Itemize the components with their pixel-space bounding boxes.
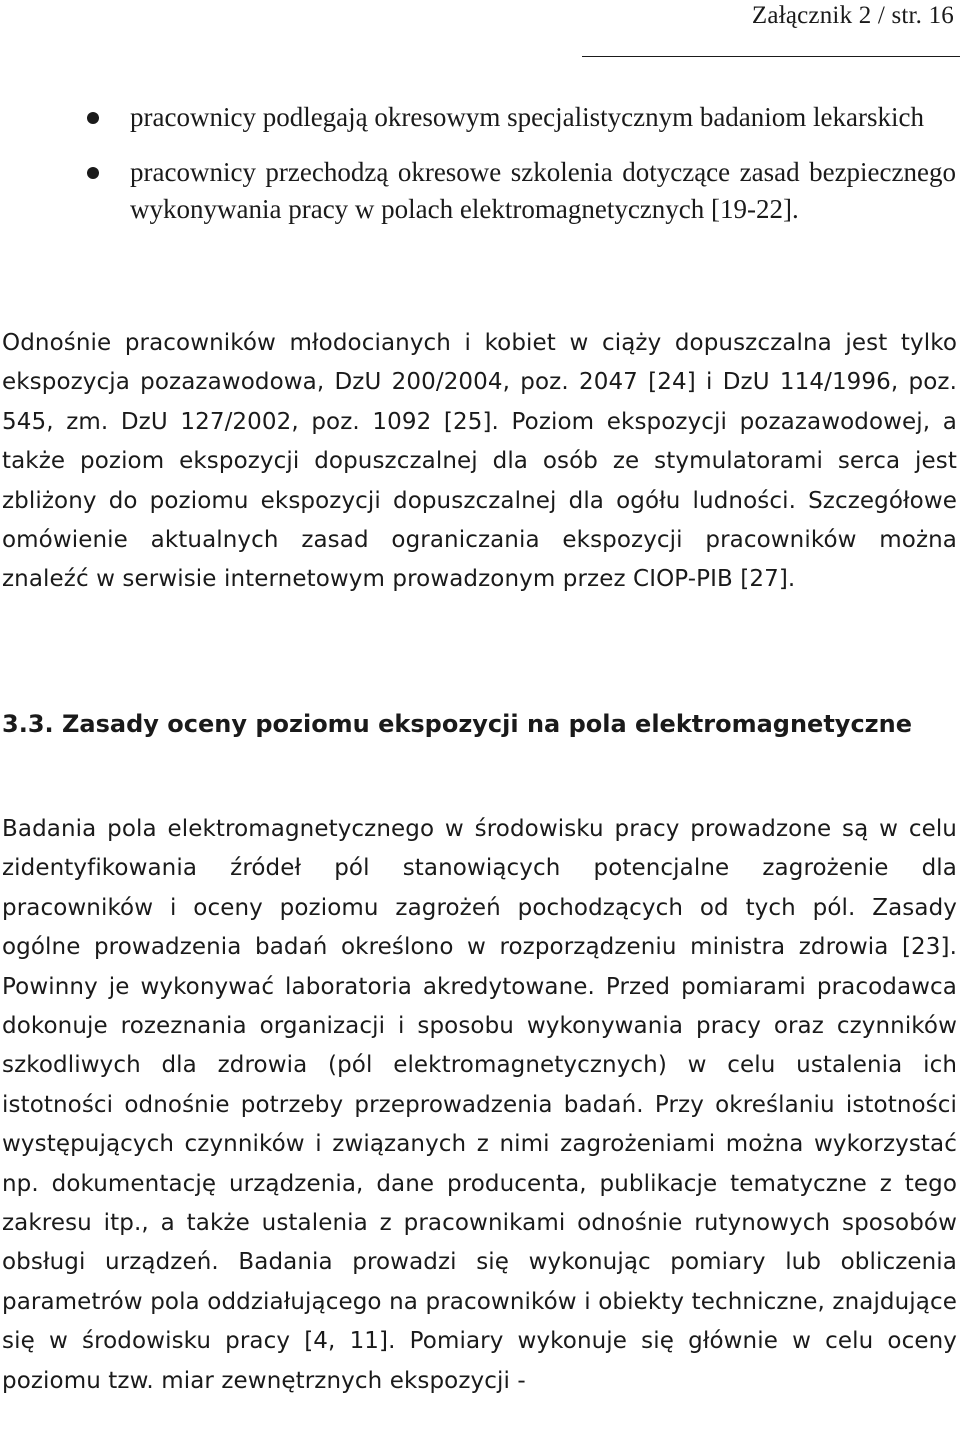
paragraph-exposure-limits: Odnośnie pracowników młodocianych i kobiet w ciąży dopuszczalna jest tylko ekspozycja pozazawodowa, DzU 200/2004, poz. 2047 [24] i DzU 114/1996, poz. 545, zm. DzU 127/2002, poz. 1092 [25]. Poziom ekspozycji pozazawodowej, a także poziom ekspozycji dopuszczalnej dla osób ze stymulatorami serca jest zbliżony do poziomu ekspozycji dopuszczalnej dla ogółu ludności. Szczegółowe omówienie aktualnych zasad ograniczania ekspozycji pracowników można znaleźć w serwisie internetowym prowadzonym przez CIOP-PIB [27]. [2, 330, 957, 593]
header-divider [582, 56, 960, 57]
bullet-icon [87, 167, 99, 179]
bullet-list [0, 99, 960, 228]
section-heading: 3.3. Zasady oceny poziomu ekspozycji na pola elektromagnetyczne [2, 710, 913, 738]
paragraph-assessment-rules: Badania pola elektromagnetycznego w środowisku pracy prowadzone są w celu zidentyfikowania źródeł pól stanowiących potencjalne zagrożenie dla pracowników i oceny poziomu zagrożeń pochodzących od tych pól. Zasady ogólne prowadzenia badań określono w rozporządzeniu ministra zdrowia [23]. Powinny je wykonywać laboratoria akredytowane. Przed pomiarami pracodawca dokonuje rozeznania organizacji i sposobu wykonywania pracy oraz czynników szkodliwych dla zdrowia (pól elektromagnetycznych) w celu ustalenia ich istotności odnośnie potrzeby przeprowadzenia badań. Przy określaniu istotności występujących czynników i związanych z nimi zagrożeniami można wykorzystać np. dokumentację urządzenia, dane producenta, publikacje tematyczne z tego zakresu itp., a także ustalenia z pracownikami odnośnie rutynowych sposobów obsługi urządzeń. Badania prowadzi się wykonując pomiary lub obliczenia parametrów pola oddziałującego na pracowników i obiekty techniczne, znajdujące się w środowisku pracy [4, 11]. Pomiary wykonuje się głównie w celu oceny poziomu tzw. miar zewnętrznych ekspozycji - [2, 816, 957, 1394]
list-item [0, 154, 960, 228]
page-header: Załącznik 2 / str. 16 [751, 2, 954, 29]
bullet-icon [87, 112, 99, 124]
list-item-text: pracownicy podlegają okresowym specjalistycznym badaniom lekarskich [130, 102, 924, 132]
list-item [0, 99, 960, 136]
list-item-text: pracownicy przechodzą okresowe szkolenia dotyczące zasad bezpiecznego wykonywania pracy w polach elektromagnetycznych [19-22]. [130, 157, 956, 224]
